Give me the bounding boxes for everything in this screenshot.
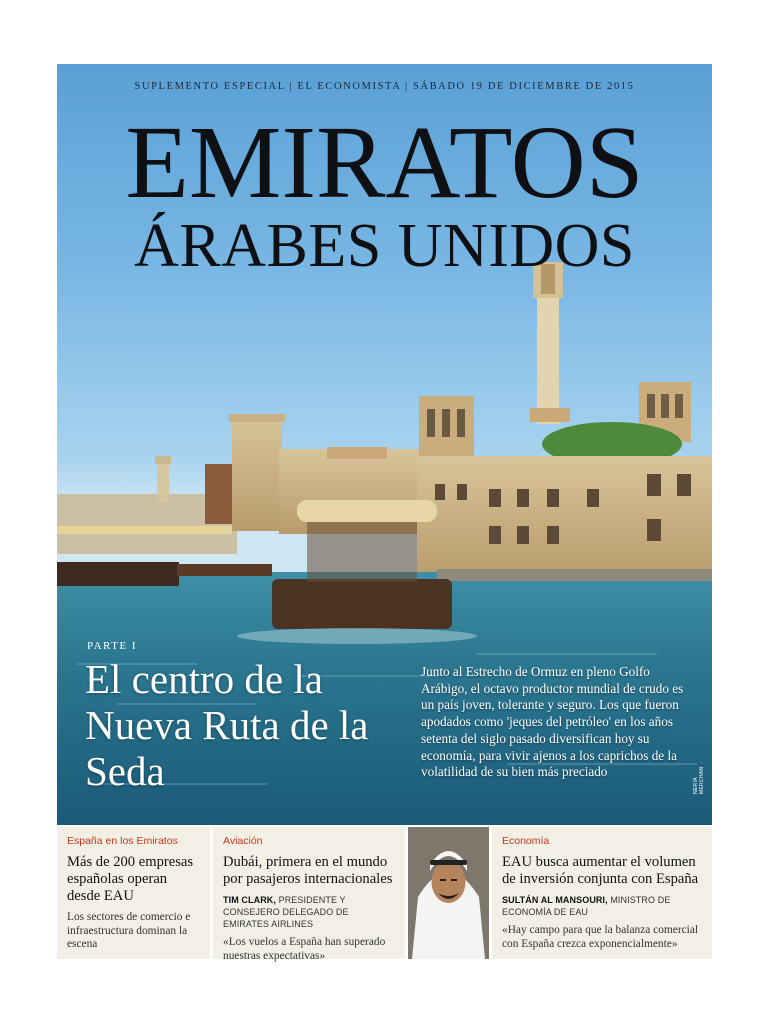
cover-lede: Junto al Estrecho de Ormuz en pleno Golfo Arábigo, el octavo productor mundial de crudo es un país joven, tolerante y seguro. Los que fueron apodados como 'jeques del petróleo' en los años setenta del siglo pasado diversifican hoy su economía, para vivir ajenos a los caprichos de la volatilidad de su bien más preciado [421,664,684,780]
portrait-illustration [408,827,489,959]
byline-role: PRESIDENTE Y CONSEJERO DELEGADO DE EMIRATES AIRLINES [223,895,349,929]
teaser-espana[interactable] [57,827,210,959]
teaser-headline: Más de 200 empresas españolas operan desde EAU [67,854,194,904]
teaser-aviacion[interactable] [213,827,405,962]
teaser-byline [502,894,702,918]
teaser-quote: «Los vuelos a España han superado nuestras expectativas» [223,936,386,962]
byline-name: TIM CLARK, [223,895,276,905]
byline-name: SULTÁN AL MANSOURI, [502,895,608,905]
portrait-photo [408,827,489,959]
cover-photo-panel [57,64,712,825]
teaser-byline [223,894,395,930]
teaser-summary: Los sectores de comercio e infraestructura dominan la escena [67,911,191,951]
section-label: Economía [502,835,550,847]
teaser-economia[interactable] [492,827,712,959]
teaser-headline: Dubái, primera en el mundo por pasajeros internacionales [223,854,393,887]
supplement-header: SUPLEMENTO ESPECIAL | EL ECONOMISTA | SÁBADO 19 DE DICIEMBRE DE 2015 [134,81,635,92]
byline-role: MINISTRO DE ECONOMÍA DE EAU [502,895,671,917]
part-label: PARTE I [87,640,138,652]
teaser-quote: «Hay campo para que la balanza comercial con España crezca exponencialmente» [502,924,699,950]
teaser-headline: EAU busca aumentar el volumen de inversión conjunta con España [502,854,699,887]
cover-headline: El centro de la Nueva Ruta de la Seda [85,656,369,794]
bottom-teasers [57,827,712,962]
cover-title-line-1: EMIRATOS [125,105,644,220]
section-label: España en los Emiratos [67,835,178,847]
photo-credit: NERÍA MERCHAN [693,766,705,794]
section-label: Aviación [223,835,263,847]
cover-title-line-2: ÁRABES UNIDOS [134,212,635,280]
